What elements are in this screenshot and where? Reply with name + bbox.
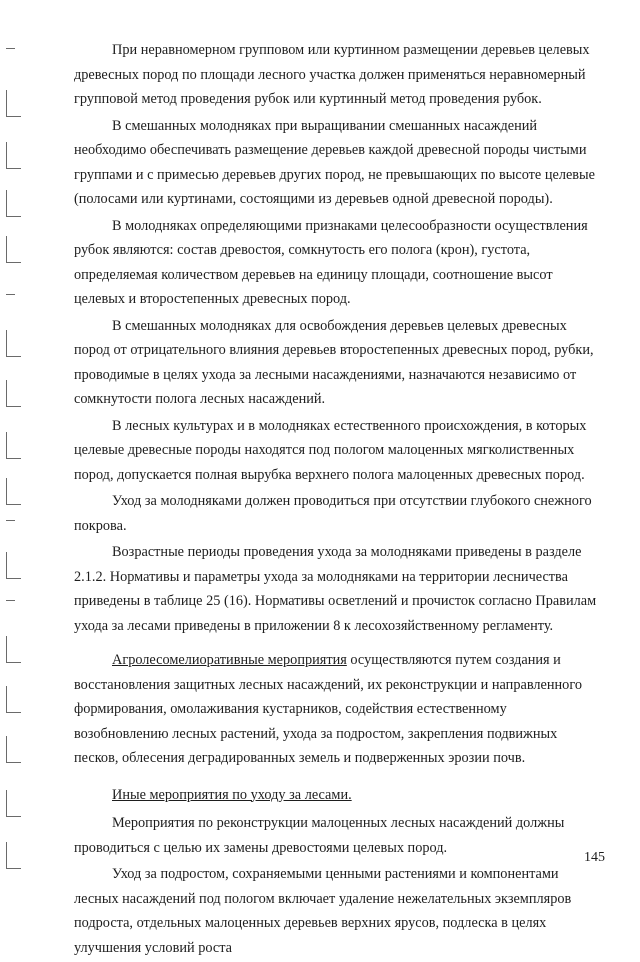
binding-tick (6, 294, 15, 295)
section-heading: Иные мероприятия по уходу за лесами. (112, 786, 352, 803)
binding-tick (6, 520, 15, 521)
binding-mark (6, 330, 21, 357)
binding-mark (6, 142, 21, 169)
paragraph: Уход за молодняками должен проводиться при отсутствии глубокого снежного покрова. (74, 493, 592, 534)
agroforestry-term: Агролесомелиоративные мероприятия (112, 652, 347, 668)
paragraph: Возрастные периоды проведения ухода за молодняками приведены в разделе 2.1.2. Нормативы и параметры ухода за молодняками на территории лесничества приведены в таблице 25 (16). Нормативы осветлений и прочисток согласно Правилам ухода за лесами приведены в приложении 8 к лесохозяйственному регламенту. (74, 544, 597, 634)
agroforestry-paragraph (74, 648, 598, 771)
binding-mark (6, 552, 21, 579)
binding-mark (6, 842, 21, 869)
binding-mark (6, 432, 21, 459)
binding-mark (6, 380, 21, 407)
binding-mark (6, 236, 21, 263)
paragraph: Уход за подростом, сохраняемыми ценными растениями и компонентами лесных насаждений под пологом включает удаление нежелательных экземпляров подроста, отдельных малоценных деревьев верхних ярусов, подлеска в целях улучшения условий роста (74, 866, 572, 956)
binding-mark (6, 190, 21, 217)
binding-tick (6, 600, 15, 601)
binding-mark (6, 636, 21, 663)
binding-mark (6, 736, 21, 763)
binding-edge-marks (6, 0, 28, 905)
paragraph: Мероприятия по реконструкции малоценных лесных насаждений должны проводиться с целью их замены древостоями целевых пород. (74, 815, 565, 856)
page-number: 145 (584, 850, 605, 865)
binding-mark (6, 90, 21, 117)
document-body (74, 38, 598, 962)
paragraph: В лесных культурах и в молодняках естественного происхождения, в которых целевые древесные породы находятся под пологом малоценных мягколиственных пород, допускается полная вырубка верхнего полога малоценных древесных пород. (74, 417, 587, 483)
paragraph: В смешанных молодняках при выращивании смешанных насаждений необходимо обеспечивать размещение деревьев каждой древесной породы чистыми группами и с примесью деревьев других пород, не превышающих по высоте целевые (полосами или куртинами, состоящими из деревьев одной древесной породы). (74, 117, 596, 207)
agroforestry-text: осуществляются путем создания и восстановления защитных лесных насаждений, их реконструкции и направленного формирования, омолаживания кустарников, содействия естественному возобновлению лесных растений, ухода за подростом, закрепления подвижных песков, облесения деградированных земель и подверженных эрозии почв. (74, 652, 582, 766)
binding-mark (6, 790, 21, 817)
paragraph: В молодняках определяющими признаками целесообразности осуществления рубок являются: состав древостоя, сомкнутость его полога (крон), густота, определяемая количеством деревьев на единицу площади, соотношение высот целевых и второстепенных древесных пород. (74, 217, 588, 307)
binding-mark (6, 686, 21, 713)
binding-tick (6, 48, 15, 49)
paragraph: При неравномерном групповом или куртинном размещении деревьев целевых древесных пород по площади лесного участка должен применяться неравномерный групповой метод проведения рубок или куртинный метод проведения рубок. (74, 42, 590, 107)
binding-mark (6, 478, 21, 505)
paragraph: В смешанных молодняках для освобождения деревьев целевых древесных пород от отрицательного влияния деревьев второстепенных древесных пород, рубки, проводимые в целях ухода за лесными насаждениями, назначаются независимо от сомкнутости полога лесных насаждений. (74, 317, 594, 407)
